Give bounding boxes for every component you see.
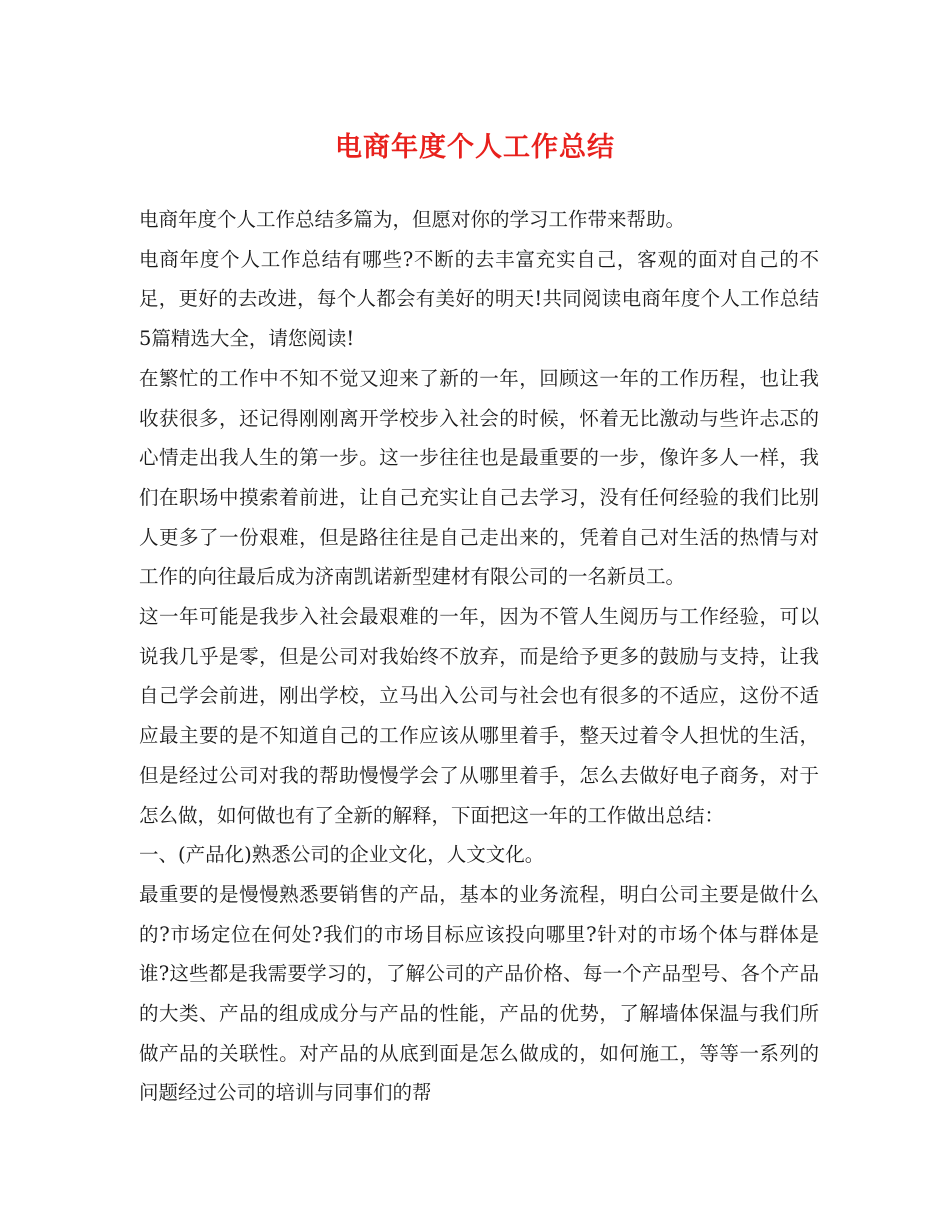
paragraph-intro: 电商年度个人工作总结多篇为，但愿对你的学习工作带来帮助。: [139, 208, 686, 231]
paragraph-overview: 电商年度个人工作总结有哪些?不断的去丰富充实自己，客观的面对自己的不足，更好的去改进，每个人都会有美好的明天!共同阅读电商年度个人工作总结5篇精选大全，请您阅读!: [139, 247, 819, 351]
paragraph-hardest-year: 这一年可能是我步入社会最艰难的一年，因为不管人生阅历与工作经验，可以说我几乎是零，但是公司对我始终不放弃，而是给予更多的鼓励与支持，让我自己学会前进，刚出学校，立马出入公司与社会也有很多的不适应，这份不适应最主要的是不知道自己的工作应该从哪里着手，整天过着令人担忧的生活，但是经过公司对我的帮助慢慢学会了从哪里着手，怎么去做好电子商务，对于怎么做，如何做也有了全新的解释，下面把这一年的工作做出总结：: [139, 605, 819, 827]
paragraph-product-knowledge: 最重要的是慢慢熟悉要销售的产品，基本的业务流程，明白公司主要是做什么的?市场定位在何处?我们的市场目标应该投向哪里?针对的市场个体与群体是谁?这些都是我需要学习的，了解公司的产品价格、每一个产品型号、各个产品的大类、产品的组成成分与产品的性能，产品的优势，了解墙体保温与我们所做产品的关联性。对产品的从底到面是怎么做成的，如何施工，等等一系列的问题经过公司的培训与同事们的帮: [139, 882, 819, 1105]
section-heading-1: 一、(产品化)熟悉公司的企业文化，人文文化。: [139, 843, 545, 867]
paragraph-new-year: 在繁忙的工作中不知不觉又迎来了新的一年，回顾这一年的工作历程，也让我收获很多，还记得刚刚离开学校步入社会的时候，怀着无比激动与些许忐忑的心情走出我人生的第一步。这一步往往也是最重要的一步，像许多人一样，我们在职场中摸索着前进，让自己充实让自己去学习，没有任何经验的我们比别人更多了一份艰难，但是路往往是自己走出来的，凭着自己对生活的热情与对工作的向往最后成为济南凯诺新型建材有限公司的一名新员工。: [139, 366, 819, 589]
page-title: 电商年度个人工作总结: [335, 132, 615, 163]
document-body: [139, 200, 819, 1113]
